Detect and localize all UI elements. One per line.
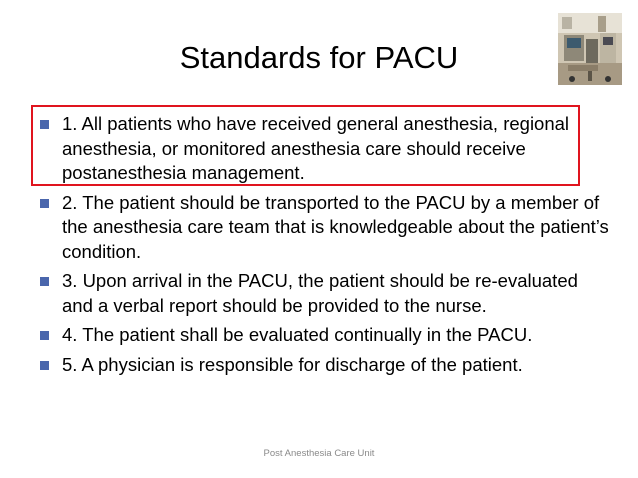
bullet-text: 1. All patients who have received general anesthesia, regional anesthesia, or monitored anesthesia care should receive postanesthesia management. xyxy=(62,113,570,183)
bullet-item xyxy=(40,112,610,186)
square-bullet-icon xyxy=(40,361,49,370)
photo-illustration xyxy=(558,13,622,85)
square-bullet-icon xyxy=(40,331,49,340)
bullet-item xyxy=(40,353,610,378)
bullet-item xyxy=(40,269,610,318)
square-bullet-icon xyxy=(40,120,49,129)
bullet-item xyxy=(40,191,610,265)
bullet-text: 2. The patient should be transported to the PACU by a member of the anesthesia care team that is knowledgeable about the patient’s condition. xyxy=(62,191,609,262)
square-bullet-icon xyxy=(40,199,49,208)
bullet-list xyxy=(40,112,610,382)
bullet-text: 5. A physician is responsible for discharge of the patient. xyxy=(62,353,523,375)
bullet-text: 4. The patient shall be evaluated continually in the PACU. xyxy=(62,324,533,345)
bullet-text: 3. Upon arrival in the PACU, the patient should be re-evaluated and a verbal report should be provided to the nurse. xyxy=(62,270,578,316)
slide-footer: Post Anesthesia Care Unit xyxy=(263,448,375,459)
square-bullet-icon xyxy=(40,277,49,286)
bullet-item xyxy=(40,323,610,348)
slide-title: Standards for PACU xyxy=(179,40,459,75)
pacu-equipment-photo xyxy=(558,13,622,85)
